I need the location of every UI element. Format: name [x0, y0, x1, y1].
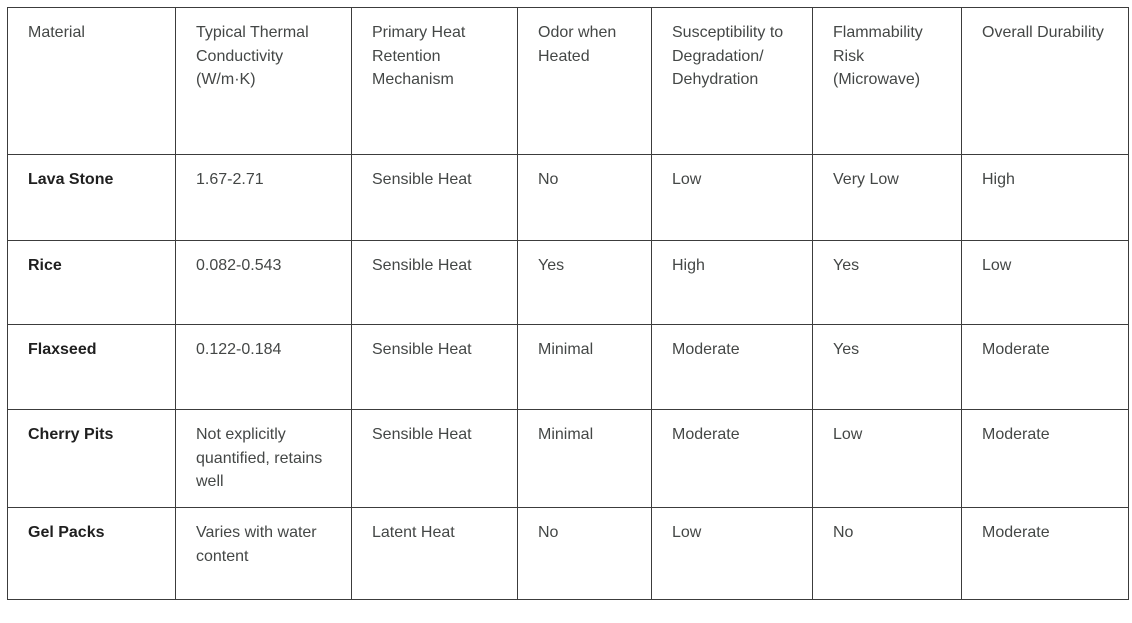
cell-thermal-conductivity: Not explicitly quantified, retains well — [176, 410, 352, 508]
comparison-table-container — [7, 7, 1129, 600]
cell-thermal-conductivity: 0.082-0.543 — [176, 241, 352, 325]
cell-material: Rice — [8, 241, 176, 325]
header-overall-durability: Overall Durability — [962, 8, 1129, 155]
cell-heat-retention-mechanism: Latent Heat — [352, 508, 518, 600]
cell-flammability: Yes — [813, 241, 962, 325]
cell-thermal-conductivity: 1.67-2.71 — [176, 155, 352, 241]
cell-material: Flaxseed — [8, 325, 176, 410]
cell-degradation: Low — [652, 155, 813, 241]
cell-odor: Minimal — [518, 325, 652, 410]
cell-odor: No — [518, 155, 652, 241]
cell-durability: Moderate — [962, 410, 1129, 508]
table-row — [8, 155, 1129, 241]
table-row — [8, 241, 1129, 325]
cell-heat-retention-mechanism: Sensible Heat — [352, 155, 518, 241]
cell-thermal-conductivity: Varies with water content — [176, 508, 352, 600]
cell-thermal-conductivity: 0.122-0.184 — [176, 325, 352, 410]
cell-durability: High — [962, 155, 1129, 241]
table-row — [8, 508, 1129, 600]
cell-heat-retention-mechanism: Sensible Heat — [352, 241, 518, 325]
header-heat-retention-mechanism: Primary Heat Retention Mechanism — [352, 8, 518, 155]
cell-material: Cherry Pits — [8, 410, 176, 508]
cell-material: Lava Stone — [8, 155, 176, 241]
cell-heat-retention-mechanism: Sensible Heat — [352, 410, 518, 508]
cell-durability: Low — [962, 241, 1129, 325]
cell-material: Gel Packs — [8, 508, 176, 600]
cell-odor: Yes — [518, 241, 652, 325]
cell-odor: Minimal — [518, 410, 652, 508]
header-degradation-susceptibility: Susceptibility to Degradation/ Dehydration — [652, 8, 813, 155]
table-row — [8, 325, 1129, 410]
cell-durability: Moderate — [962, 508, 1129, 600]
cell-flammability: Yes — [813, 325, 962, 410]
table-row — [8, 410, 1129, 508]
header-odor-when-heated: Odor when Heated — [518, 8, 652, 155]
comparison-table — [7, 7, 1129, 600]
cell-heat-retention-mechanism: Sensible Heat — [352, 325, 518, 410]
cell-durability: Moderate — [962, 325, 1129, 410]
cell-flammability: No — [813, 508, 962, 600]
header-flammability-risk: Flammability Risk (Microwave) — [813, 8, 962, 155]
header-thermal-conductivity: Typical Thermal Conductivity (W/m·K) — [176, 8, 352, 155]
cell-degradation: High — [652, 241, 813, 325]
table-header-row — [8, 8, 1129, 155]
header-material: Material — [8, 8, 176, 155]
cell-degradation: Low — [652, 508, 813, 600]
cell-odor: No — [518, 508, 652, 600]
cell-degradation: Moderate — [652, 325, 813, 410]
cell-flammability: Very Low — [813, 155, 962, 241]
cell-flammability: Low — [813, 410, 962, 508]
cell-degradation: Moderate — [652, 410, 813, 508]
